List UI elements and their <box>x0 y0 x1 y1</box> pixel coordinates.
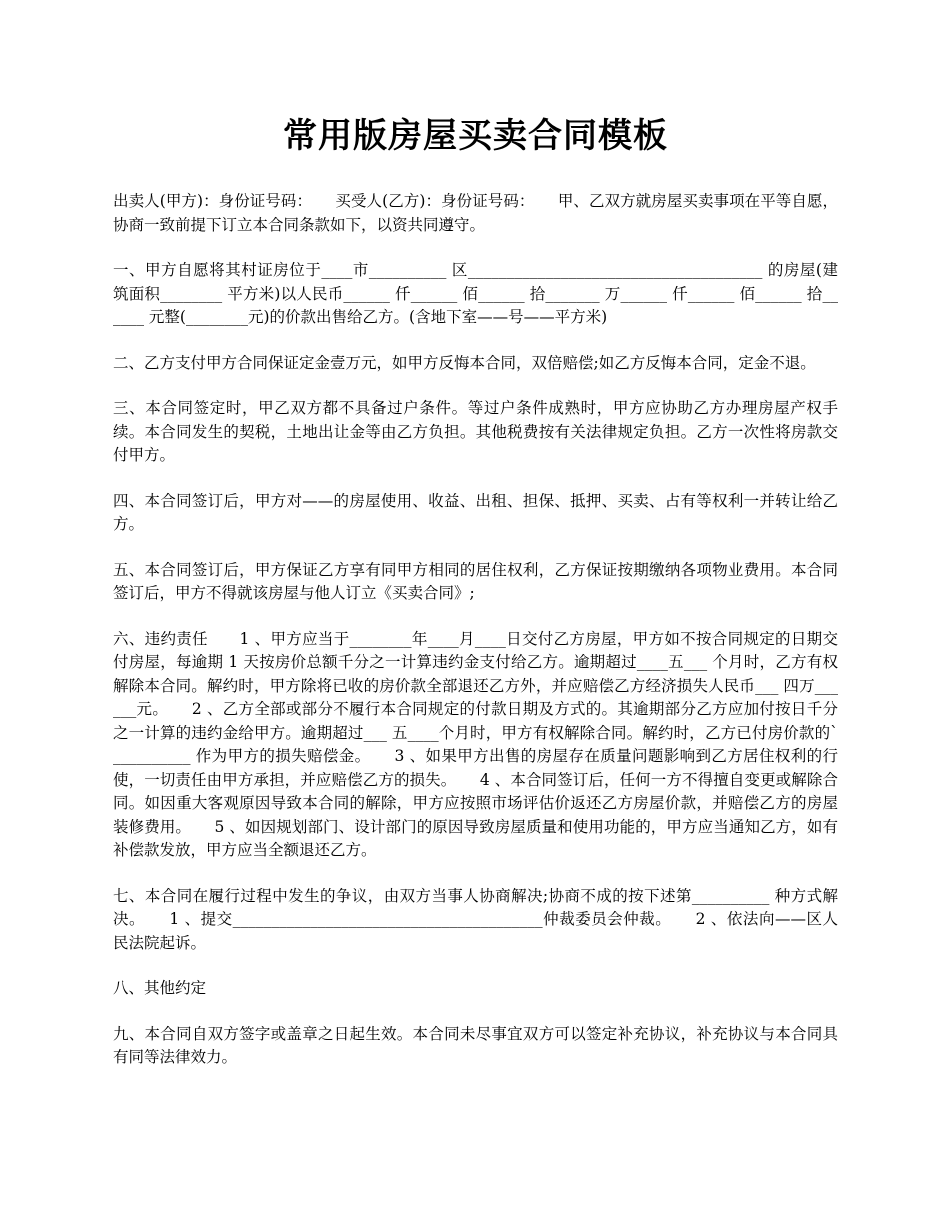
paragraph-clause-3: 三、本合同签定时，甲乙双方都不具备过户条件。等过户条件成熟时，甲方应协助乙方办理房屋产权手续。本合同发生的契税，土地出让金等由乙方负担。其他税费按有关法律规定负担。乙方一次性将房款交付甲方。 <box>113 399 838 464</box>
paragraph-parties: 出卖人(甲方)：身份证号码： 买受人(乙方)：身份证号码： 甲、乙双方就房屋买卖事项在平等自愿，协商一致前提下订立本合同条款如下，以资共同遵守。 <box>113 192 838 234</box>
paragraph-clause-2: 二、乙方支付甲方合同保证定金壹万元，如甲方反悔本合同，双倍赔偿;如乙方反悔本合同，定金不退。 <box>113 353 816 372</box>
document-title: 常用版房屋买卖合同模板 <box>283 116 668 156</box>
paragraph-clause-4: 四、本合同签订后，甲方对——的房屋使用、收益、出租、担保、抵押、买卖、占有等权利一并转让给乙方。 <box>113 491 838 533</box>
paragraph-clause-1: 一、甲方自愿将其村证房位于____市__________ 区______________________________________ 的房屋(建筑面积________ 平方米)以人民币______ 仟______ 佰______ 拾_______ 万______ 仟______ 佰______ 拾______ 元整(________元)的价款出售给乙方。(含地下室——号——平方米) <box>113 261 838 326</box>
paragraph-clause-6: 六、违约责任 1 、甲方应当于________年____月____日交付乙方房屋，甲方如不按合同规定的日期交付房屋，每逾期 1 天按房价总额千分之一计算违约金支付给乙方。逾期超过____五___ 个月时，乙方有权解除本合同。解约时，甲方除将已收的房价款全部退还乙方外，并应赔偿乙方经济损失人民币___ 四万______元。 2 、乙方全部或部分不履行本合同规定的付款日期及方式的。其逾期部分乙方应加付按日千分之一计算的违约金给甲方。逾期超过___ 五____个月时，甲方有权解除合同。解约时，乙方已付房价款的`__________ 作为甲方的损失赔偿金。 3 、如果甲方出售的房屋存在质量问题影响到乙方居住权利的行使，一切责任由甲方承担，并应赔偿乙方的损失。 4 、本合同签订后，任何一方不得擅自变更或解除合同。如因重大客观原因导致本合同的解除，甲方应按照市场评估价返还乙方房屋价款，并赔偿乙方的房屋装修费用。 5 、如因规划部门、设计部门的原因导致房屋质量和使用功能的，甲方应当通知乙方，如有补偿款发放，甲方应当全额退还乙方。 <box>113 629 838 859</box>
paragraph-clause-7: 七、本合同在履行过程中发生的争议，由双方当事人协商解决;协商不成的按下述第__________ 种方式解决。 1 、提交________________________________________仲裁委员会仲裁。 2 、依法向——区人民法院起诉。 <box>113 886 838 952</box>
paragraph-clause-5: 五、本合同签订后，甲方保证乙方享有同甲方相同的居住权利，乙方保证按期缴纳各项物业费用。本合同签订后，甲方不得就该房屋与他人订立《买卖合同》; <box>113 560 838 602</box>
paragraph-clause-9: 九、本合同自双方签字或盖章之日起生效。本合同未尽事宜双方可以签定补充协议，补充协议与本合同具有同等法律效力。 <box>113 1024 838 1066</box>
paragraph-clause-8: 八、其他约定 <box>113 979 207 997</box>
